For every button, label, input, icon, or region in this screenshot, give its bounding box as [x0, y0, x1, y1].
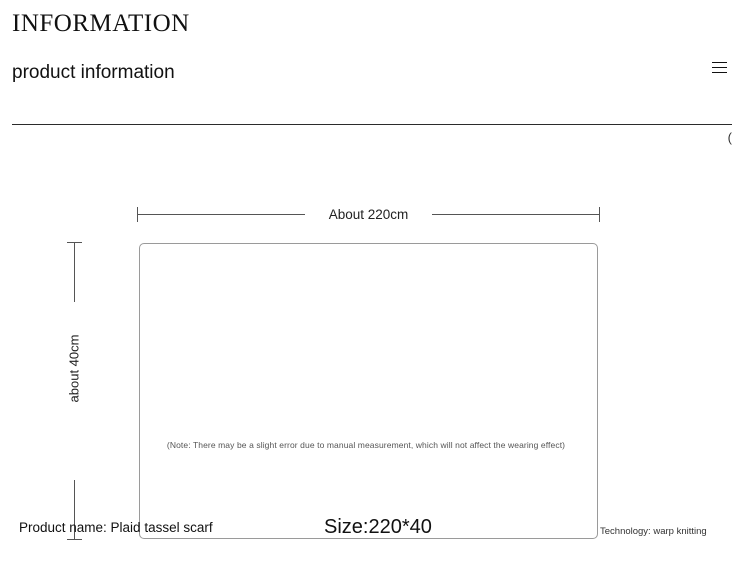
corner-mark: ( — [727, 130, 732, 145]
dimension-line-right — [432, 214, 600, 215]
dimension-line-top — [74, 242, 75, 302]
hamburger-line — [712, 72, 727, 73]
product-name-label: Product name: Plaid tassel scarf — [19, 520, 213, 535]
product-size-label: Size:220*40 — [324, 516, 432, 538]
page-subtitle: product information — [12, 62, 175, 83]
hamburger-line — [712, 67, 727, 68]
hamburger-line — [712, 62, 727, 63]
scarf-outline — [139, 243, 598, 539]
product-dimension-diagram — [0, 150, 732, 470]
dimension-line-left — [137, 214, 305, 215]
header-divider — [12, 124, 732, 125]
width-dimension — [137, 205, 600, 225]
product-footer — [0, 505, 732, 565]
hamburger-menu-icon[interactable] — [712, 62, 732, 78]
height-dimension-label: about 40cm — [66, 334, 82, 403]
measurement-note: (Note: There may be a slight error due to manual measurement, which will not affect the wearing effect) — [166, 440, 566, 450]
width-dimension-label: About 220cm — [328, 207, 409, 222]
height-dimension — [66, 242, 88, 540]
page-header — [0, 0, 732, 145]
page-title: INFORMATION — [12, 10, 190, 37]
dimension-cap-right — [599, 207, 600, 222]
product-technology-label: Technology: warp knitting — [600, 526, 707, 537]
